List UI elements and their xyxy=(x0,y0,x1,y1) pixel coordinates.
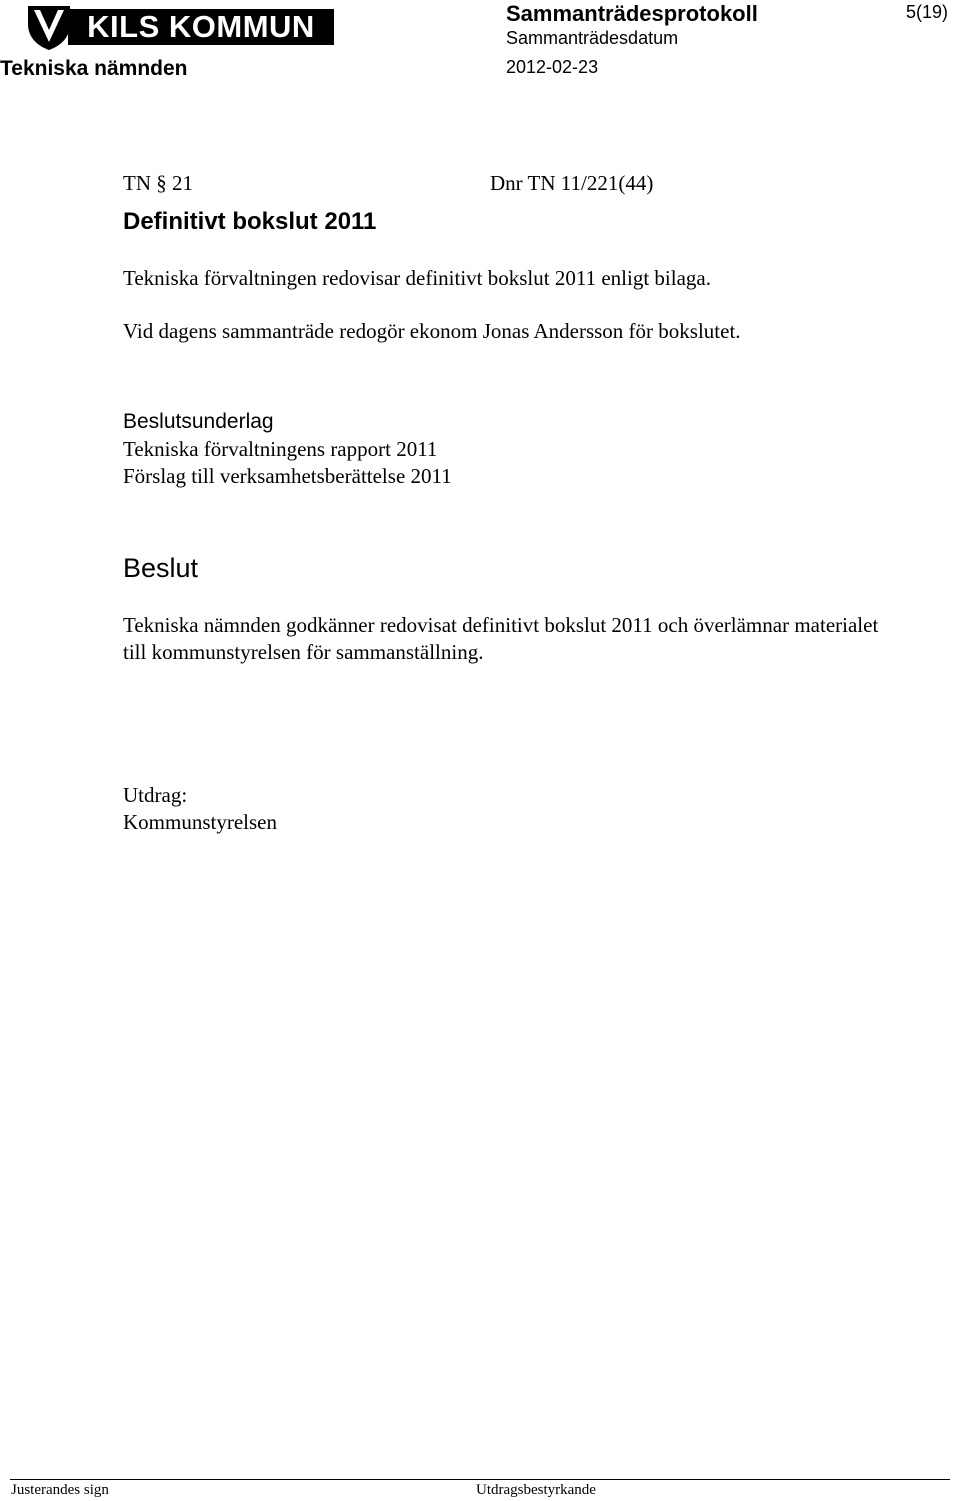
protocol-title: Sammanträdesprotokoll xyxy=(506,1,758,26)
section-number: TN § 21 xyxy=(123,171,193,195)
extract-recipient: Kommunstyrelsen xyxy=(123,810,277,834)
logo-banner xyxy=(68,9,334,45)
meeting-date-label: Sammanträdesdatum xyxy=(506,28,679,48)
paragraph: Vid dagens sammanträde redogör ekonom Jonas Andersson för bokslutet. xyxy=(123,319,741,343)
meeting-date-value: 2012-02-23 xyxy=(506,57,599,77)
decision-text-line: Tekniska nämnden godkänner redovisat definitivt bokslut 2011 och överlämnar materialet xyxy=(123,613,879,637)
decision-text-line: till kommunstyrelsen för sammanställning. xyxy=(123,640,484,664)
section-title: Definitivt bokslut 2011 xyxy=(123,208,377,235)
extract-label: Utdrag: xyxy=(123,783,188,807)
coat-of-arms-icon xyxy=(26,4,72,50)
adjuster-signature-label: Justerandes sign xyxy=(11,1482,109,1498)
kils-kommun-logo xyxy=(6,4,330,50)
logo-text: KILS KOMMUN xyxy=(87,9,315,44)
page-number: 5(19) xyxy=(906,2,949,22)
committee-name: Tekniska nämnden xyxy=(0,57,188,80)
paragraph: Tekniska förvaltningen redovisar definitivt bokslut 2011 enligt bilaga. xyxy=(123,266,711,290)
decision-basis-item: Förslag till verksamhetsberättelse 2011 xyxy=(123,464,452,488)
decision-heading: Beslut xyxy=(123,553,199,583)
diary-number: Dnr TN 11/221(44) xyxy=(490,171,654,195)
footer-divider xyxy=(10,1479,950,1480)
extract-certification-label: Utdragsbestyrkande xyxy=(476,1482,596,1498)
decision-basis-heading: Beslutsunderlag xyxy=(123,410,274,433)
decision-basis-item: Tekniska förvaltningens rapport 2011 xyxy=(123,437,438,461)
